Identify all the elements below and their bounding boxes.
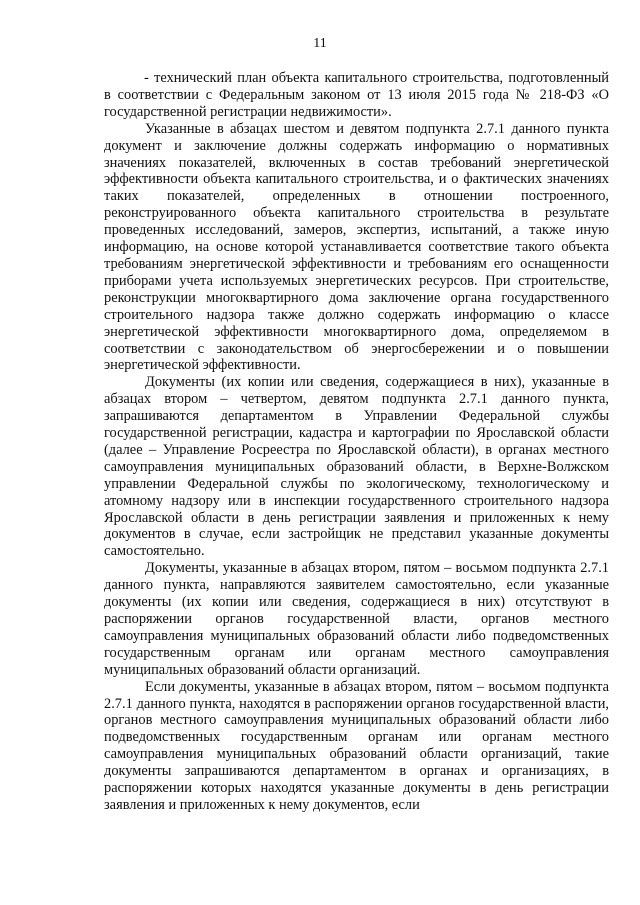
paragraph-applicant-documents: Документы, указанные в абзацах втором, пятом – восьмом подпункта 2.7.1 данного пункта, направляются заявителем самостоятельно, если указанные документы (их копии или сведения, содержащиеся в них) отсутствуют в распоряжении органов государственной власти, органов местного самоуправления муниципальных образований области либо подведомственных государственным органам или органам местного самоуправления муниципальных образований области организаций. [104,560,609,678]
body-text [104,70,609,814]
paragraph-documents-in-authorities: Если документы, указанные в абзацах втором, пятом – восьмом подпункта 2.7.1 данного пункта, находятся в распоряжении органов государственной власти, органов местного самоуправления муниципальных образований области либо подведомственных государственным органам или органам местного самоуправления муниципальных образований области организаций, такие документы запрашиваются департаментом в органах и организациях, в распоряжении которых находятся указанные документы в день регистрации заявления и приложенных к нему документов, если [104,678,609,813]
paragraph-energy-efficiency: Указанные в абзацах шестом и девятом подпункта 2.7.1 данного пункта документ и заключение должны содержать информацию о нормативных значениях показателей, включенных в состав требований энергетической эффективности объекта капитального строительства, и о фактических значениях таких показателей, определенных в отношении построенного, реконструированного объекта капитального строительства в результате проведенных исследований, замеров, экспертиз, испытаний, а также иную информацию, на основе которой устанавливается соответствие такого объекта требованиям энергетической эффективности и требованиям его оснащенности приборами учета используемых энергетических ресурсов. При строительстве, реконструкции многоквартирного дома заключение органа государственного строительного надзора также должно содержать информацию о классе энергетической эффективности многоквартирного дома, определяемом в соответствии с законодательством об энергосбережении и о повышении энергетической эффективности. [104,120,609,374]
page-number: 11 [313,36,327,51]
paragraph-requested-documents: Документы (их копии или сведения, содержащиеся в них), указанные в абзацах втором – четвертом, девятом подпункта 2.7.1 данного пункта, запрашиваются департаментом в Управлении Федеральной службы государственной регистрации, кадастра и картографии по Ярославской области (далее – Управление Росреестра по Ярославской области), в органах местного самоуправления муниципальных образований области, в Верхне-Волжском управлении Федеральной службы по экологическому, технологическому и атомному надзору или в инспекции государственного строительного надзора Ярославской области в день регистрации заявления и приложенных к нему документов в случае, если застройщик не представил указанные документы самостоятельно. [104,374,609,560]
paragraph-technical-plan: - технический план объекта капитального строительства, подготовленный в соответствии с Федеральным законом от 13 июля 2015 года № 218-ФЗ «О государственной регистрации недвижимости». [104,70,609,120]
